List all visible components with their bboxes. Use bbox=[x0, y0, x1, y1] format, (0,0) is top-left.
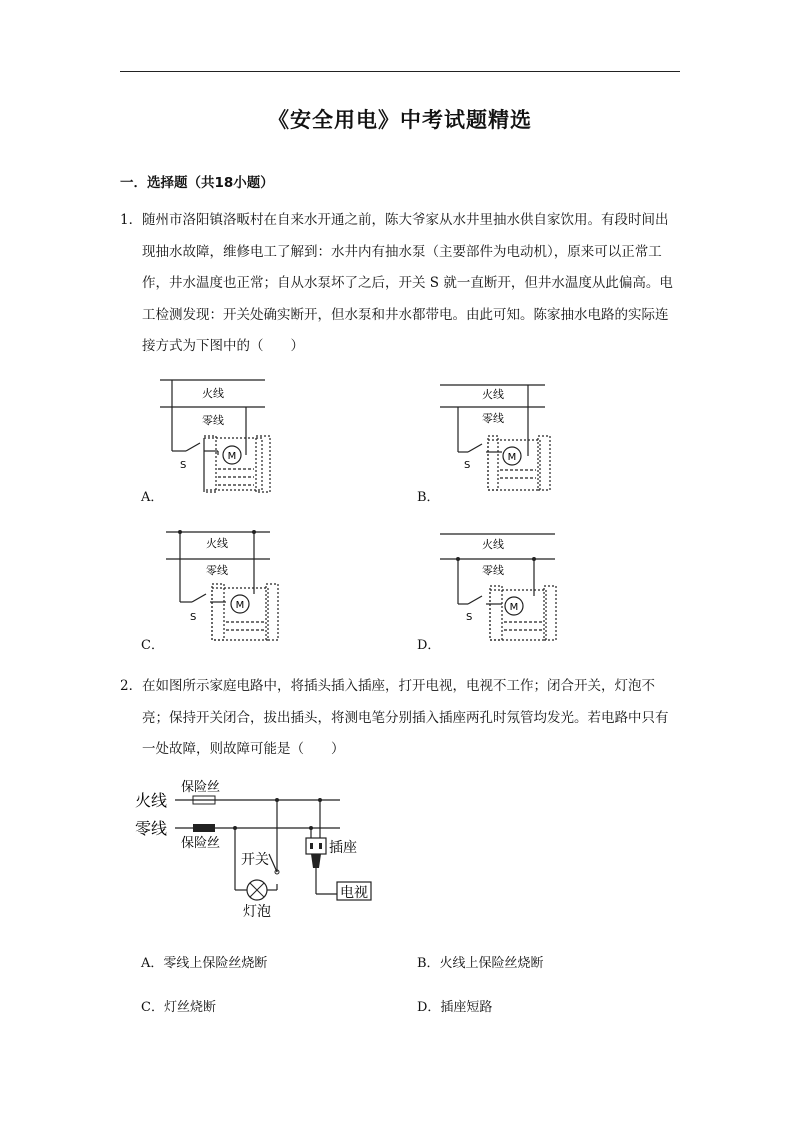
svg-text:S: S bbox=[190, 612, 197, 623]
question-text: 随州市洛阳镇洛畈村在自来水开通之前，陈大爷家从水井里抽水供自家饮用。有段时间出现抽水故障，维修电工了解到：水井内有抽水泵（主要部件为电动机），原来可以正常工作，井水温度也正常；自从水泵坏了之后，开关 S 就一直断开，但井水温度从此偏高。电工检测发现：开关处确实断开，但水泵和井水都带电。由此可知。陈家抽水电路的实际连接方式为下图中的（ ） bbox=[142, 212, 673, 354]
svg-text:火线: 火线 bbox=[482, 538, 504, 551]
option-b[interactable]: B．火线上保险丝烧断 bbox=[417, 956, 544, 971]
svg-text:零线: 零线 bbox=[482, 412, 504, 425]
svg-text:S: S bbox=[466, 612, 473, 623]
header-rule bbox=[120, 71, 680, 72]
svg-text:零线: 零线 bbox=[206, 564, 228, 577]
svg-text:灯泡: 灯泡 bbox=[243, 904, 271, 920]
svg-text:保险丝: 保险丝 bbox=[181, 780, 221, 795]
question-number: 2． bbox=[120, 678, 143, 694]
option-c[interactable]: C．灯丝烧断 bbox=[141, 1000, 216, 1015]
svg-text:火线: 火线 bbox=[482, 388, 504, 401]
circuit-figure-a bbox=[160, 373, 280, 498]
question-number: 1． bbox=[120, 212, 143, 228]
section-heading: 一．选择题（共18小题） bbox=[120, 175, 274, 191]
svg-text:保险丝: 保险丝 bbox=[181, 836, 221, 851]
question-text: 在如图所示家庭电路中，将插头插入插座，打开电视，电视不工作；闭合开关，灯泡不亮；保持开关闭合，拔出插头，将测电笔分别插入插座两孔时氖管均发光。若电路中只有一处故障，则故障可能是（ ） bbox=[142, 678, 669, 757]
svg-text:M: M bbox=[235, 600, 245, 611]
svg-text:插座: 插座 bbox=[329, 840, 357, 856]
circuit-figure-d bbox=[440, 528, 565, 650]
svg-text:零线: 零线 bbox=[202, 414, 224, 427]
svg-text:开关: 开关 bbox=[241, 852, 269, 868]
svg-text:零线: 零线 bbox=[135, 819, 168, 838]
svg-text:M: M bbox=[507, 452, 517, 463]
svg-text:M: M bbox=[509, 602, 519, 613]
option-b-label: B． bbox=[417, 490, 440, 505]
option-a-label: A． bbox=[141, 490, 164, 505]
svg-text:S: S bbox=[464, 460, 471, 471]
plug-icon bbox=[311, 854, 321, 868]
circuit-figure-c bbox=[160, 526, 285, 650]
question-2 bbox=[120, 671, 680, 766]
svg-text:M: M bbox=[227, 451, 237, 462]
page-title: 《安全用电》中考试题精选 bbox=[268, 108, 532, 132]
fuse-icon bbox=[193, 824, 215, 832]
option-c-label: C． bbox=[141, 638, 164, 653]
household-circuit-figure bbox=[135, 772, 385, 922]
option-a[interactable]: A．零线上保险丝烧断 bbox=[141, 956, 268, 971]
question-1 bbox=[120, 205, 680, 363]
svg-text:S: S bbox=[180, 460, 187, 471]
svg-text:火线: 火线 bbox=[202, 387, 224, 400]
svg-text:零线: 零线 bbox=[482, 564, 504, 577]
svg-text:火线: 火线 bbox=[206, 537, 228, 550]
svg-text:电视: 电视 bbox=[340, 885, 368, 901]
circuit-figure-b bbox=[440, 378, 560, 498]
svg-text:火线: 火线 bbox=[135, 791, 168, 810]
option-d[interactable]: D．插座短路 bbox=[417, 1000, 493, 1015]
option-d-label: D． bbox=[417, 638, 441, 653]
